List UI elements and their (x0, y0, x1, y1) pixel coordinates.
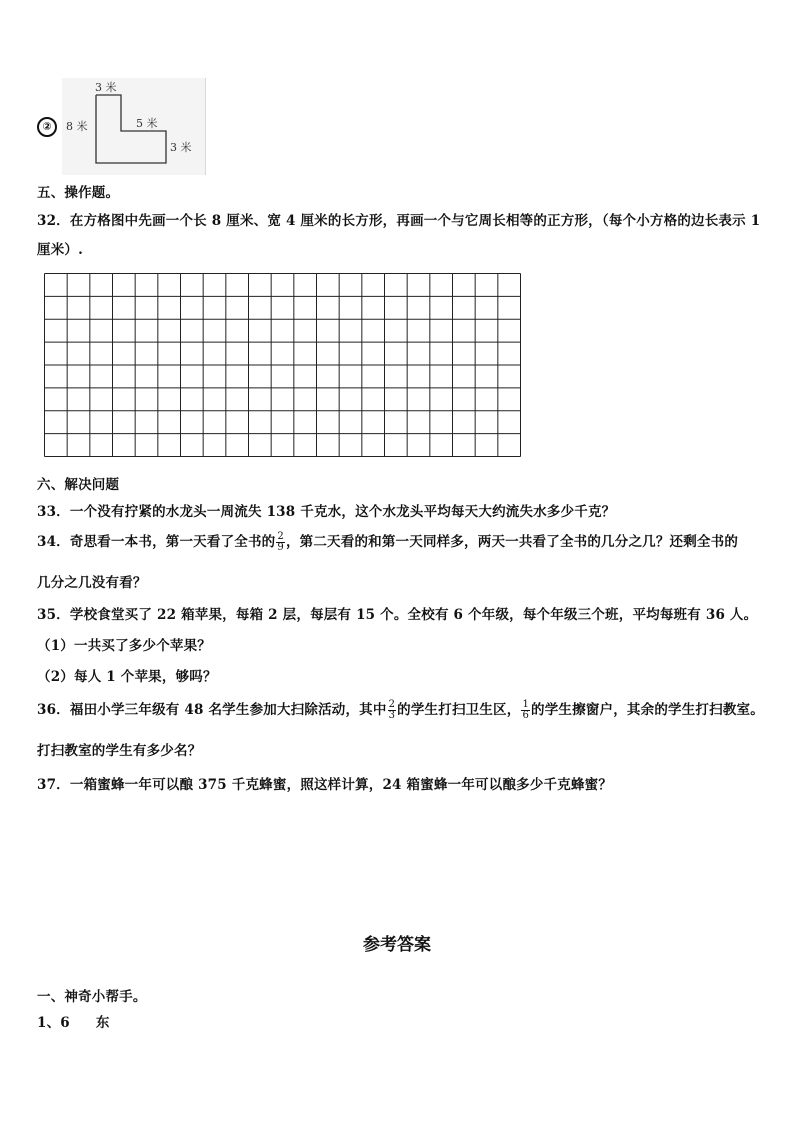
figure-label-middle: 5 米 (136, 117, 158, 130)
section-5-heading: 五、操作题。 (37, 185, 120, 201)
question-32-line-1: 32．在方格图中先画一个长 8 厘米、宽 4 厘米的长方形，再画一个与它周长相等的正方形，（每个小方格的边长表示 1 (37, 213, 761, 229)
question-34-line-1 (37, 530, 738, 553)
question-35-sub-1: （1）一共买了多少个苹果？ (37, 638, 211, 654)
question-35: 35．学校食堂买了 22 箱苹果，每箱 2 层，每层有 15 个。全校有 6 个年级，每个年级三个班，平均每班有 36 人。 (37, 607, 758, 623)
fraction-numerator: 2 (388, 699, 396, 710)
fraction-2-9 (276, 532, 285, 553)
section-6-heading: 六、解决问题 (37, 477, 120, 493)
question-32-line-2: 厘米）. (37, 242, 83, 258)
answer-1-value: 东 (95, 1015, 110, 1031)
fraction-denominator: 9 (277, 542, 284, 553)
fraction-2-3 (388, 700, 397, 721)
fraction-denominator: 3 (388, 710, 396, 721)
figure-label-top: 3 米 (95, 81, 117, 94)
figure-number-marker: ② (37, 117, 57, 137)
fraction-numerator: 2 (277, 531, 284, 542)
question-36-text-c: 的学生擦窗户，其余的学生打扫教室。 (531, 702, 764, 718)
figure-label-bottom-right: 3 米 (170, 141, 192, 154)
question-37: 37．一箱蜜蜂一年可以酿 375 千克蜂蜜，照这样计算，24 箱蜜蜂一年可以酿多少千克蜂蜜？ (37, 777, 613, 793)
answer-key-title: 参考答案 (363, 935, 431, 955)
question-34-text-b: ，第二天看的和第一天同样多，两天一共看了全书的几分之几？还剩全书的 (285, 534, 739, 550)
fraction-numerator: 1 (522, 699, 530, 710)
fraction-1-6 (521, 700, 530, 721)
figure-label-left: 8 米 (66, 120, 88, 133)
l-shape-diagram (62, 78, 205, 175)
question-34-text-a: 34．奇思看一本书，第一天看了全书的 (37, 534, 276, 550)
grid-lines (44, 273, 521, 457)
question-36-text-b: 的学生打扫卫生区， (397, 702, 521, 718)
square-grid (44, 273, 521, 457)
answer-section-1-heading: 一、神奇小帮手。 (37, 989, 147, 1005)
answer-1-label: 1、6 (37, 1015, 70, 1031)
question-36-line-2: 打扫教室的学生有多少名？ (37, 743, 202, 759)
l-shape-figure (62, 78, 206, 175)
question-36-text-a: 36．福田小学三年级有 48 名学生参加大扫除活动，其中 (37, 702, 387, 718)
answer-1 (37, 1011, 110, 1031)
question-34-line-2: 几分之几没有看？ (37, 575, 147, 591)
fraction-denominator: 6 (522, 710, 530, 721)
question-33: 33．一个没有拧紧的水龙头一周流失 138 千克水，这个水龙头平均每天大约流失水多少千克？ (37, 504, 616, 520)
question-36-line-1 (37, 698, 764, 721)
question-35-sub-2: （2）每人 1 个苹果，够吗？ (37, 669, 217, 685)
